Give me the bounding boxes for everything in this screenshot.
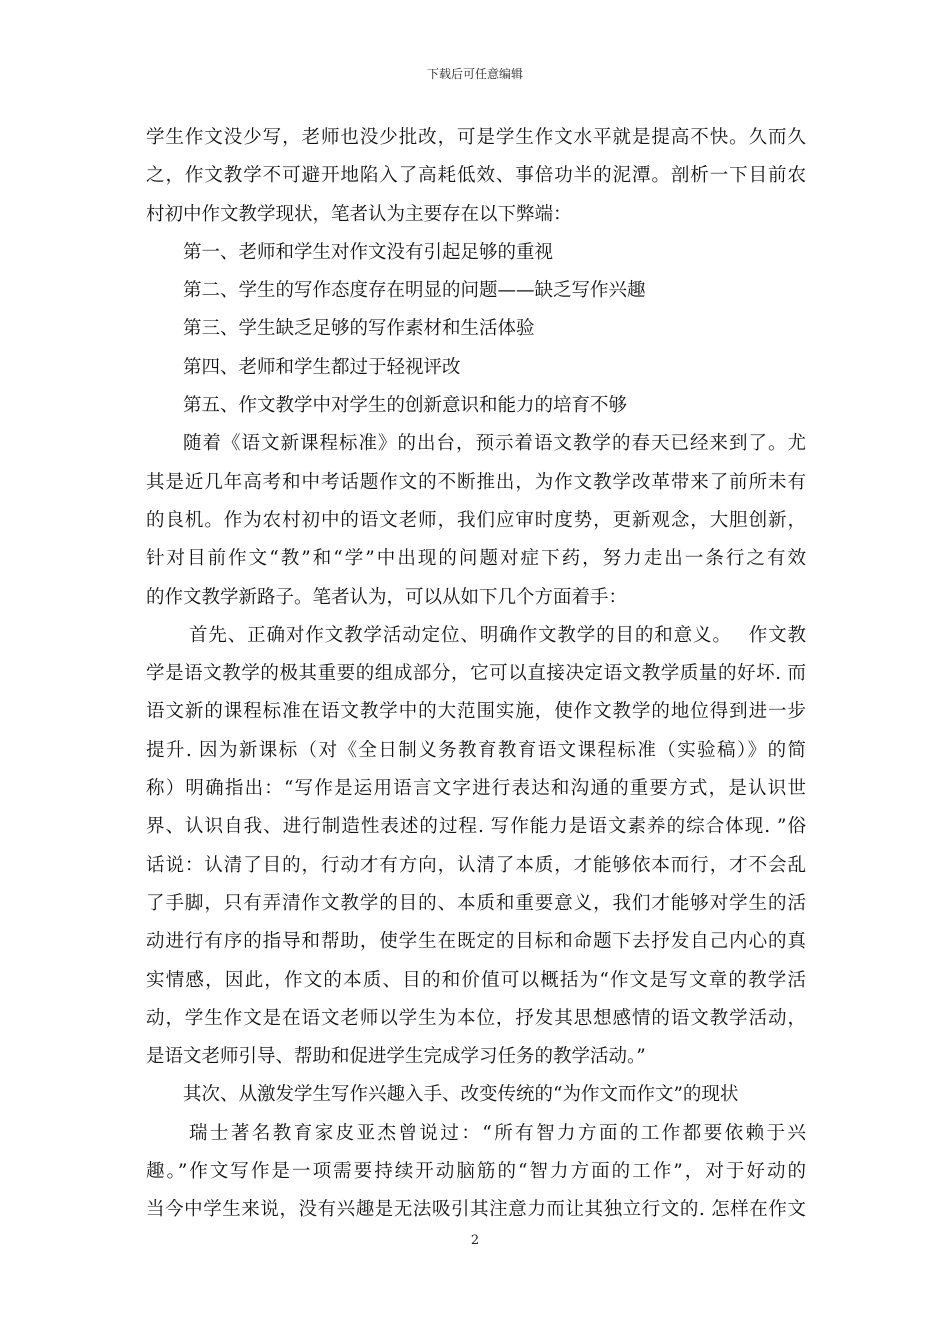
- body-line: 了手脚，只有弄清作文教学的目的、本质和重要意义，我们才能够对学生的活: [146, 892, 806, 914]
- body-line: 界、认识自我、进行制造性表述的过程. 写作能力是语文素养的综合体现. ”俗: [146, 816, 806, 838]
- body-line: 之，作文教学不可避开地陷入了高耗低效、事倍功半的泥潭。剖析一下目前农: [146, 165, 806, 187]
- body-line: 学是语文教学的极其重要的组成部分，它可以直接决定语文教学质量的好坏. 而: [146, 663, 806, 685]
- body-line: 的作文教学新路子。笔者认为，可以从如下几个方面着手：: [146, 586, 628, 608]
- body-line: 第三、学生缺乏足够的写作素材和生活体验: [183, 318, 535, 340]
- body-line: 第四、老师和学生都过于轻视评改: [183, 356, 461, 378]
- body-line: 语文新的课程标准在语文教学中的大范围实施，使作文教学的地位得到进一步: [146, 701, 806, 723]
- body-line: 动，学生作文是在语文老师以学生为本位，抒发其思想感情的语文教学活动，: [146, 1007, 806, 1029]
- body-line: 首先、正确对作文教学活动定位、明确作文教学的目的和意义。 作文教: [189, 624, 806, 646]
- page-header: 下载后可任意编辑: [426, 67, 523, 81]
- body-line: 针对目前作文“教”和“学”中出现的问题对症下药，努力走出一条行之有效: [146, 548, 806, 570]
- body-line: 第一、老师和学生对作文没有引起足够的重视: [183, 241, 554, 263]
- body-line: 第五、作文教学中对学生的创新意识和能力的培育不够: [183, 395, 628, 417]
- page-number: 2: [470, 1233, 480, 1248]
- body-line: 村初中作文教学现状，笔者认为主要存在以下弊端：: [146, 203, 572, 225]
- body-line: 趣。”作文写作是一项需要持续开动脑筋的“智力方面的工作”，对于好动的: [146, 1161, 806, 1183]
- body-line: 实情感，因此，作文的本质、目的和价值可以概括为“作文是写文章的教学活: [146, 969, 806, 991]
- body-line: 随着《语文新课程标准》的出台，预示着语文教学的春天已经来到了。尤: [183, 433, 806, 455]
- body-line: 称）明确指出：“写作是运用语言文字进行表达和沟通的重要方式，是认识世: [146, 778, 806, 800]
- body-line: 瑞士著名教育家皮亚杰曾说过：“所有智力方面的工作都要依赖于兴: [189, 1122, 806, 1144]
- body-line: 提升. 因为新课标（对《全日制义务教育教育语文课程标准（实验稿）》的简: [146, 739, 806, 761]
- body-line: 话说：认清了目的，行动才有方向，认清了本质，才能够依本而行，才不会乱: [146, 854, 806, 876]
- body-line: 其次、从激发学生写作兴趣入手、改变传统的“为作文而作文”的现状: [183, 1084, 739, 1106]
- body-line: 其是近几年高考和中考话题作文的不断推出，为作文教学改革带来了前所未有: [146, 471, 806, 493]
- body-line: 动进行有序的指导和帮助，使学生在既定的目标和命题下去抒发自己内心的真: [146, 931, 806, 953]
- document-body: [146, 119, 806, 1230]
- body-line: 的良机。作为农村初中的语文老师，我们应审时度势，更新观念，大胆创新，: [146, 509, 806, 531]
- body-line: 是语文老师引导、帮助和促进学生完成学习任务的教学活动。”: [146, 1046, 646, 1068]
- body-line: 学生作文没少写，老师也没少批改，可是学生作文水平就是提高不快。久而久: [146, 127, 806, 148]
- body-line: 当今中学生来说，没有兴趣是无法吸引其注意力而让其独立行文的. 怎样在作文: [146, 1199, 806, 1221]
- body-line: 第二、学生的写作态度存在明显的问题——缺乏写作兴趣: [183, 280, 646, 302]
